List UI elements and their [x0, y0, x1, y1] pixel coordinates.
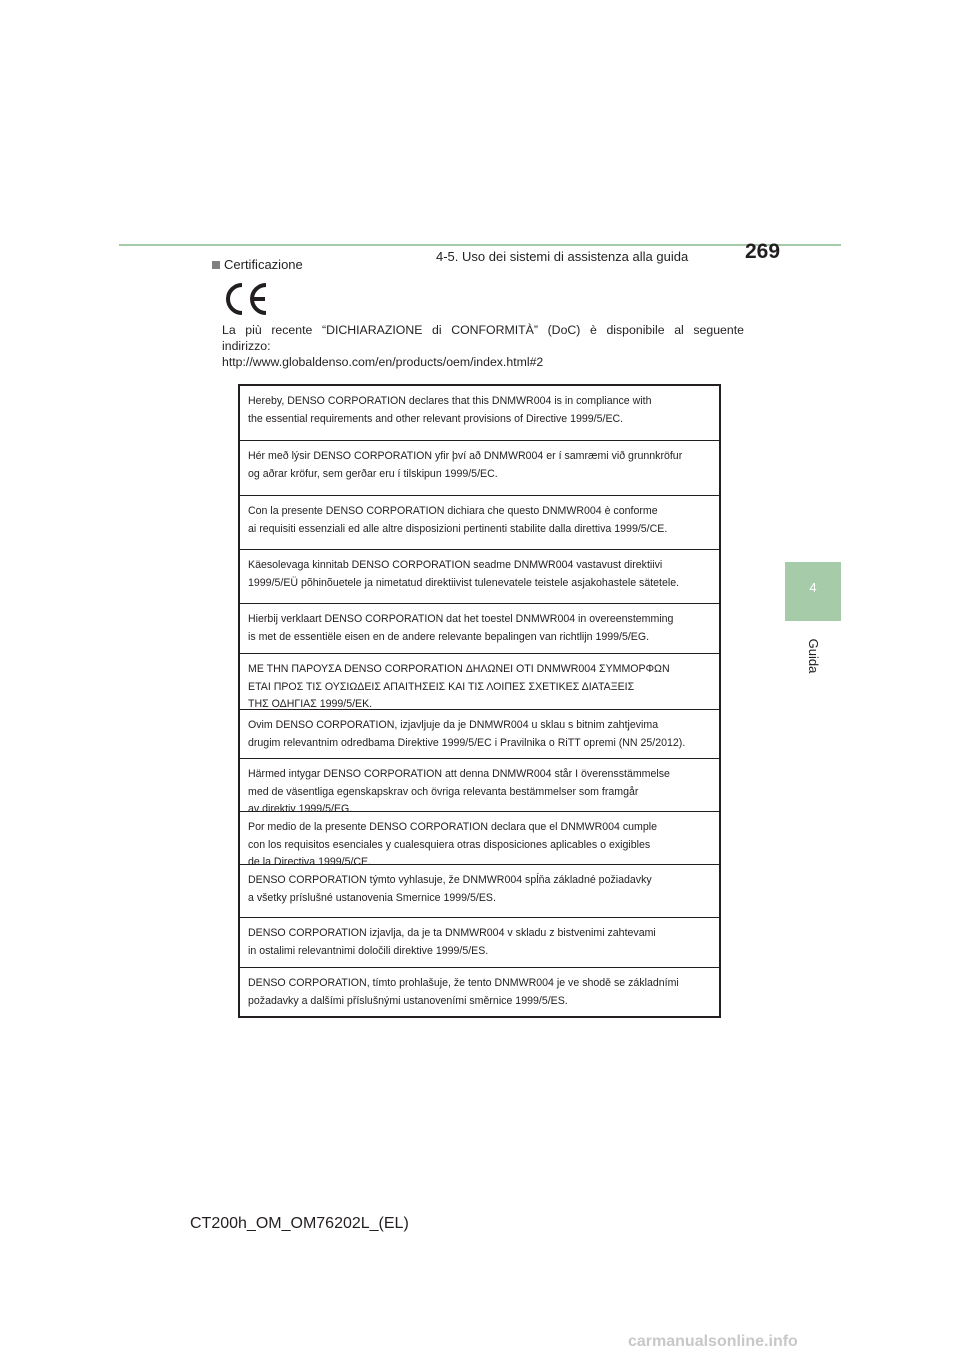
declaration-line: med de väsentliga egenskapskrav och övriga relevanta bestämmelser som framgår	[248, 785, 639, 798]
declaration-line: og aðrar kröfur, sem gerðar eru í tilskipun 1999/5/EC.	[248, 467, 498, 480]
ce-mark-icon	[222, 281, 270, 317]
declaration-line: ΕΤΑΙ ΠΡΟΣ ΤΙΣ ΟΥΣΙΩΔΕΙΣ ΑΠΑΙΤΗΣΕΙΣ ΚΑΙ ΤΙΣ ΛΟΙΠΕΣ ΣΧΕΤΙΚΕΣ ΔΙΑΤΑΞΕΙΣ	[248, 680, 635, 693]
declaration-el	[240, 654, 719, 710]
header-rule	[119, 244, 841, 246]
declaration-line: DENSO CORPORATION izjavlja, da je ta DNMWR004 v skladu z bistvenimi zahtevami	[248, 927, 656, 939]
declaration-line: Ovim DENSO CORPORATION, izjavljuje da je DNMWR004 u sklau s bitnim zahtjevima	[248, 719, 659, 731]
page-number: 269	[745, 240, 781, 263]
declaration-line: de la Directiva 1999/5/CE.	[248, 856, 372, 869]
intro-line-1: La più recente “DICHIARAZIONE di CONFORMITÀ” (DoC) è disponibile al seguente	[222, 323, 744, 337]
declaration-line: drugim relevantnim odredbama Direktive 1999/5/EC i Pravilnika o RiTT opremi (NN 25/2012).	[248, 736, 686, 749]
declaration-line: Con la presente DENSO CORPORATION dichiara che questo DNMWR004 è conforme	[248, 505, 658, 517]
declaration-line: Hereby, DENSO CORPORATION declares that this DNMWR004 is in compliance with	[248, 395, 652, 407]
document-code: CT200h_OM_OM76202L_(EL)	[190, 1215, 409, 1232]
declaration-it	[240, 496, 719, 550]
declaration-line: DENSO CORPORATION, tímto prohlašuje, že tento DNMWR004 je ve shodě se základními	[248, 977, 679, 989]
doc-url-link[interactable]: http://www.globaldenso.com/en/products/oem/index.html#2	[222, 355, 544, 369]
watermark: carmanualsonline.info	[628, 1333, 798, 1350]
declaration-line: the essential requirements and other relevant provisions of Directive 1999/5/EC.	[248, 412, 624, 425]
declaration-line: Käesolevaga kinnitab DENSO CORPORATION seadme DNMWR004 vastavust direktiivi	[248, 559, 663, 571]
section-heading	[212, 257, 303, 272]
declaration-line: ΤΗΣ ΟΔΗΓΙΑΣ 1999/5/ΕΚ.	[248, 698, 373, 711]
declaration-en	[240, 386, 719, 441]
declaration-sv	[240, 759, 719, 816]
declaration-line: a všetky príslušné ustanovenia Smernice 1999/5/ES.	[248, 891, 496, 904]
declaration-line: požadavky a dalšími příslušnými ustanoveními směrnice 1999/5/ES.	[248, 994, 568, 1007]
square-bullet-icon	[212, 261, 220, 269]
declaration-line: 1999/5/EÜ põhinõuetele ja nimetatud direktiivist tulenevatele teistele asjakohastele sätetele.	[248, 576, 680, 589]
header-section-title: 4-5. Uso dei sistemi di assistenza alla guida	[436, 249, 689, 264]
declaration-line: ai requisiti essenziali ed alle altre disposizioni pertinenti stabilite dalla direttiva 1999/5/CE.	[248, 522, 668, 535]
declaration-et	[240, 550, 719, 604]
declaration-line: Hér með lýsir DENSO CORPORATION yfir því að DNMWR004 er í samræmi við grunnkröfur	[248, 450, 683, 462]
chapter-label: Guida	[806, 638, 821, 674]
declaration-line: is met de essentiële eisen en de andere relevante bepalingen van richtlijn 1999/5/EG.	[248, 630, 650, 643]
declaration-is	[240, 441, 719, 496]
declarations-table	[238, 384, 721, 1018]
section-title: Certificazione	[224, 257, 303, 272]
declaration-line: ΜΕ ΤΗΝ ΠΑΡΟΥΣΑ DENSO CORPORATION ΔΗΛΩΝΕΙ ΟΤΙ DNMWR004 ΣΥΜΜΟΡΦΩΝ	[248, 663, 670, 675]
declaration-nl	[240, 604, 719, 654]
declaration-line: Härmed intygar DENSO CORPORATION att denna DNMWR004 står I överensstämmelse	[248, 768, 670, 780]
chapter-tab	[785, 562, 841, 621]
declaration-cs	[240, 968, 719, 1016]
declaration-line: con los requisitos esenciales y cualesquiera otras disposiciones aplicables o exigibles	[248, 838, 651, 851]
declaration-line: in ostalimi relevantnimi določili direktive 1999/5/ES.	[248, 944, 489, 957]
chapter-number: 4	[809, 580, 817, 595]
declaration-line: DENSO CORPORATION týmto vyhlasuje, že DNMWR004 spĺňa základné požiadavky	[248, 874, 652, 886]
declaration-sk	[240, 865, 719, 918]
intro-line-2: indirizzo:	[222, 339, 271, 353]
declaration-line: av direktiv 1999/5/EG.	[248, 803, 353, 816]
declaration-line: Hierbij verklaart DENSO CORPORATION dat het toestel DNMWR004 in overeenstemming	[248, 613, 674, 625]
declaration-es	[240, 812, 719, 869]
doc-availability-text	[222, 322, 744, 370]
declaration-hr	[240, 710, 719, 759]
declaration-sl	[240, 918, 719, 968]
declaration-line: Por medio de la presente DENSO CORPORATION declara que el DNMWR004 cumple	[248, 821, 657, 833]
